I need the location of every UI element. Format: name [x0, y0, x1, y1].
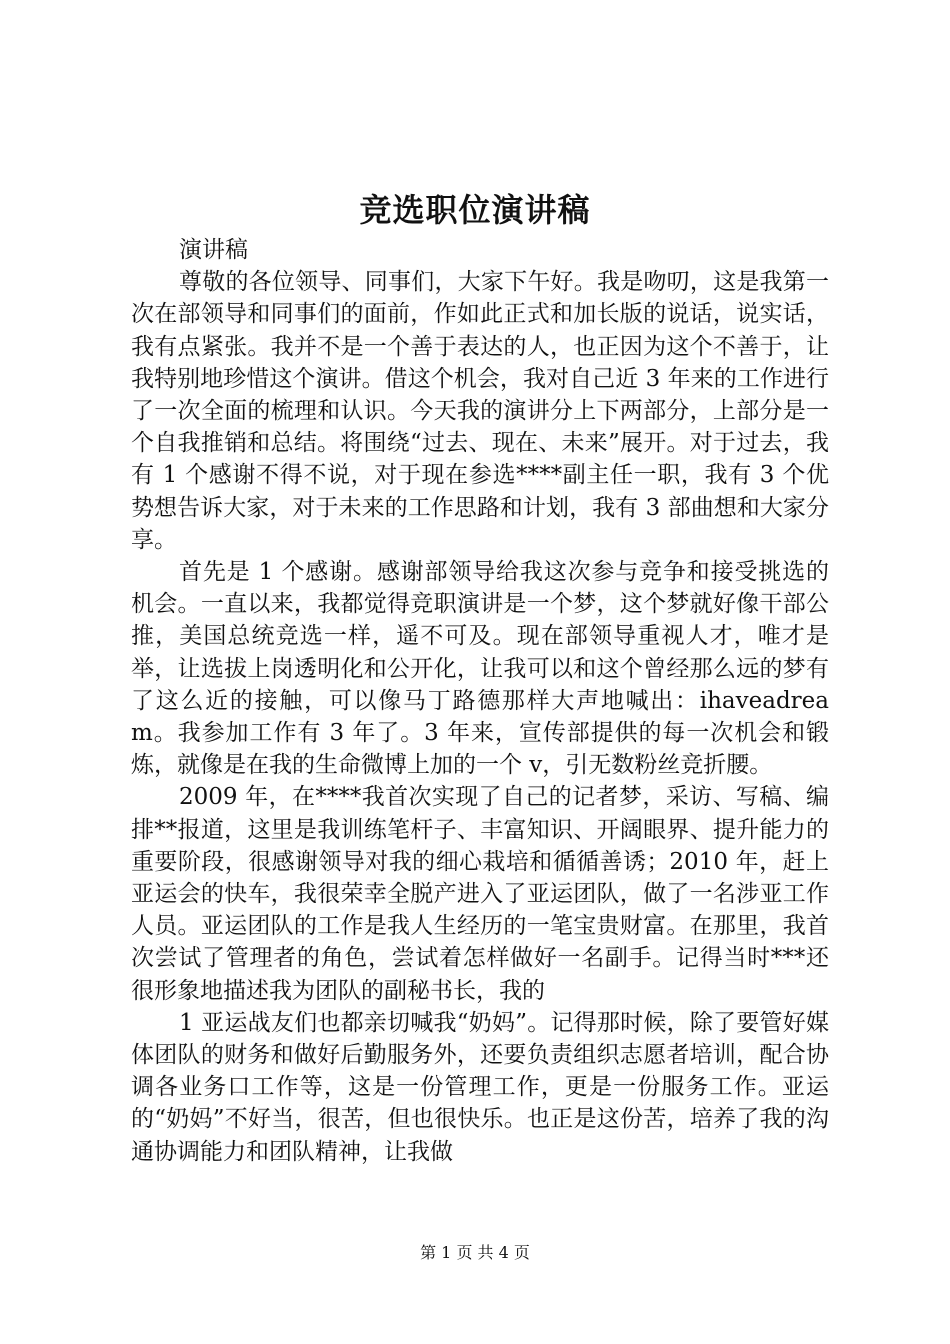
paragraph-greeting: 尊敬的各位领导、同事们，大家下午好。我是吻叨，这是我第一次在部领导和同事们的面前，作如此正式和加长版的说话，说实话，我有点紧张。我并不是一个善于表达的人，也正因为这个不善于，让我特别地珍惜这个演讲。借这个机会，我对自己近 3 年来的工作进行了一次全面的梳理和认识。今天我的演讲分上下两部分，上部分是一个自我推销和总结。将围绕“过去、现在、未来”展开。对于过去，我有 1 个感谢不得不说，对于现在参选****副主任一职，我有 3 个优势想告诉大家，对于未来的工作思路和计划，我有 3 部曲想和大家分享。	[131, 269, 829, 553]
page-number: 第 1 页 共 4 页	[420, 1243, 530, 1262]
paragraph-asian-games: 1 亚运战友们也都亲切喊我“奶妈”。记得那时候，除了要管好媒体团队的财务和做好后勤服务外，还要负责组织志愿者培训，配合协调各业务口工作等，这是一份管理工作，更是一份服务工作。亚运的“奶妈”不好当，很苦，但也很快乐。也正是这份苦，培养了我的沟通协调能力和团队精神，让我做	[131, 1009, 829, 1165]
paragraph-thanks: 首先是 1 个感谢。感谢部领导给我这次参与竞争和接受挑选的机会。一直以来，我都觉得竞职演讲是一个梦，这个梦就好像干部公推，美国总统竞选一样，遥不可及。现在部领导重视人才，唯才是举，让选拔上岗透明化和公开化，让我可以和这个曾经那么远的梦有了这么近的接触，可以像马丁路德那样大声地喊出：ihaveadream。我参加工作有 3 年了。3 年来，宣传部提供的每一次机会和锻炼，就像是在我的生命微博上加的一个 v，引无数粉丝竞折腰。	[131, 559, 829, 779]
document-title: 竞选职位演讲稿	[359, 191, 591, 229]
paragraph-experience: 2009 年，在****我首次实现了自己的记者梦，采访、写稿、编排**报道，这里是我训练笔杆子、丰富知识、开阔眼界、提升能力的重要阶段，很感谢领导对我的细心栽培和循循善诱；2010 年，赶上亚运会的快车，我很荣幸全脱产进入了亚运团队，做了一名涉亚工作人员。亚运团队的工作是我人生经历的一笔宝贵财富。在那里，我首次尝试了管理者的角色，尝试着怎样做好一名副手。记得当时***还很形象地描述我为团队的副秘书长，我的	[131, 784, 829, 1004]
document-body	[131, 234, 829, 1168]
section-label: 演讲稿	[179, 237, 248, 263]
